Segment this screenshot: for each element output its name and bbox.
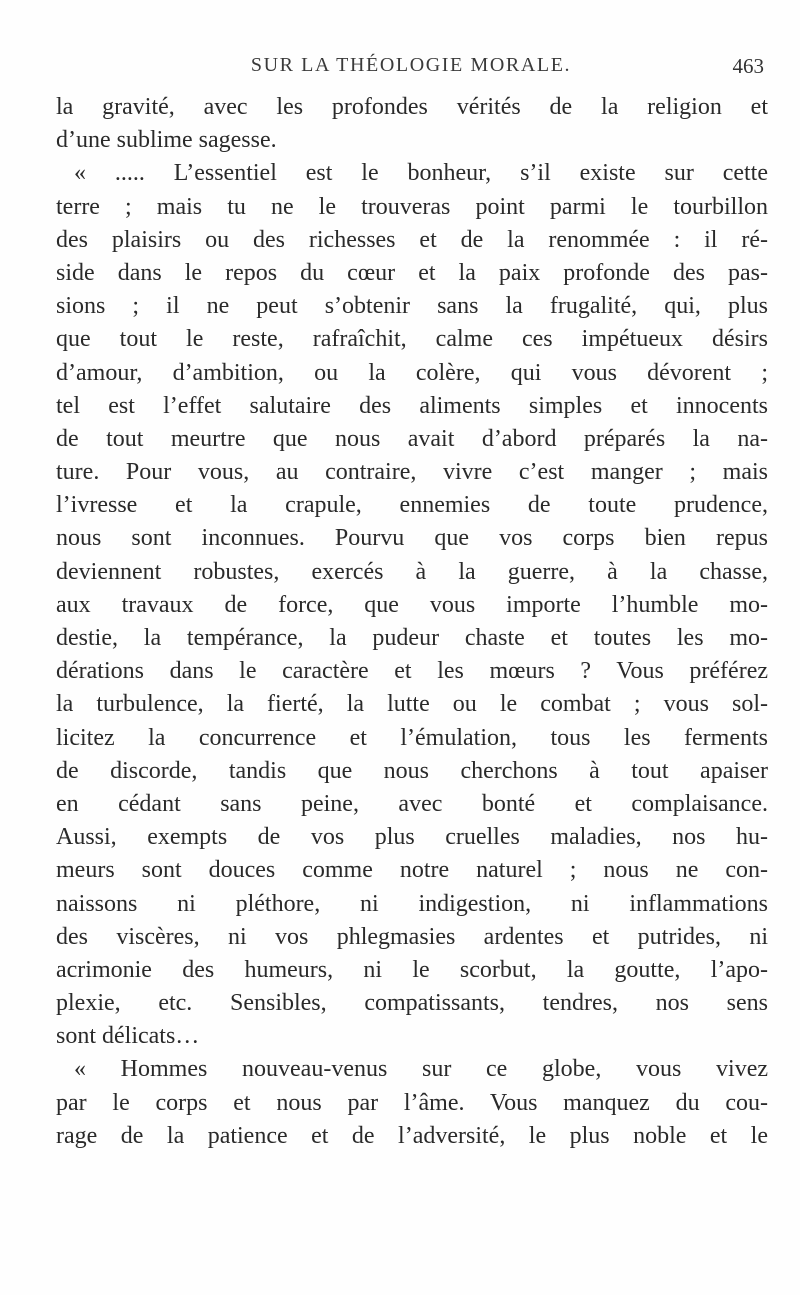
text-line: deviennent robustes, exercés à la guerre, à la chasse, xyxy=(56,558,768,585)
text-line: meurs sont douces comme notre naturel ; nous ne con- xyxy=(56,857,768,884)
text-line: Aussi, exempts de vos plus cruelles maladies, nos hu- xyxy=(56,824,768,851)
text-line: dérations dans le caractère et les mœurs ? Vous préférez xyxy=(56,658,768,685)
text-line: aux travaux de force, que vous importe l’humble mo- xyxy=(56,591,768,618)
text-line: ture. Pour vous, au contraire, vivre c’est manger ; mais xyxy=(56,459,768,486)
text-line: acrimonie des humeurs, ni le scorbut, la goutte, l’apo- xyxy=(56,956,768,983)
text-line: sions ; il ne peut s’obtenir sans la frugalité, qui, plus xyxy=(56,293,768,320)
text-line: nous sont inconnues. Pourvu que vos corps bien repus xyxy=(56,525,768,552)
text-line: d’une sublime sagesse. xyxy=(56,127,277,154)
text-line: rage de la patience et de l’adversité, le plus noble et le xyxy=(56,1122,768,1149)
text-line: la turbulence, la fierté, la lutte ou le combat ; vous sol- xyxy=(56,691,768,718)
text-line: « ..... L’essentiel est le bonheur, s’il existe sur cette xyxy=(74,160,768,187)
text-line: d’amour, d’ambition, ou la colère, qui vous dévorent ; xyxy=(56,359,768,386)
text-line: side dans le repos du cœur et la paix profonde des pas- xyxy=(56,259,768,286)
body-text xyxy=(56,91,768,1153)
running-head: SUR LA THÉOLOGIE MORALE. xyxy=(250,54,572,76)
text-line: terre ; mais tu ne le trouveras point parmi le tourbillon xyxy=(56,193,768,220)
text-line: naissons ni pléthore, ni indigestion, ni inflammations xyxy=(56,890,768,917)
text-line: des plaisirs ou des richesses et de la renommée : il ré- xyxy=(56,226,768,253)
text-line: la gravité, avec les profondes vérités de la religion et xyxy=(56,94,768,120)
text-line: par le corps et nous par l’âme. Vous manquez du cou- xyxy=(56,1089,768,1116)
text-line: en cédant sans peine, avec bonté et complaisance. xyxy=(56,790,768,817)
text-line: destie, la tempérance, la pudeur chaste et toutes les mo- xyxy=(56,625,768,651)
text-line: licitez la concurrence et l’émulation, tous les ferments xyxy=(56,724,768,751)
text-line: des viscères, ni vos phlegmasies ardentes et putrides, ni xyxy=(56,923,768,950)
text-line: de discorde, tandis que nous cherchons à tout apaiser xyxy=(56,757,768,784)
text-line: que tout le reste, rafraîchit, calme ces impétueux désirs xyxy=(56,326,768,353)
text-line: sont délicats… xyxy=(56,1023,200,1050)
text-line: plexie, etc. Sensibles, compatissants, tendres, nos sens xyxy=(56,990,768,1017)
text-line: de tout meurtre que nous avait d’abord préparés la na- xyxy=(56,425,768,452)
text-line: tel est l’effet salutaire des aliments simples et innocents xyxy=(56,392,768,419)
text-line: l’ivresse et la crapule, ennemies de toute prudence, xyxy=(56,492,768,519)
text-line: « Hommes nouveau-venus sur ce globe, vous vivez xyxy=(74,1056,768,1083)
page-header xyxy=(58,54,764,84)
page-number: 463 xyxy=(732,54,764,78)
